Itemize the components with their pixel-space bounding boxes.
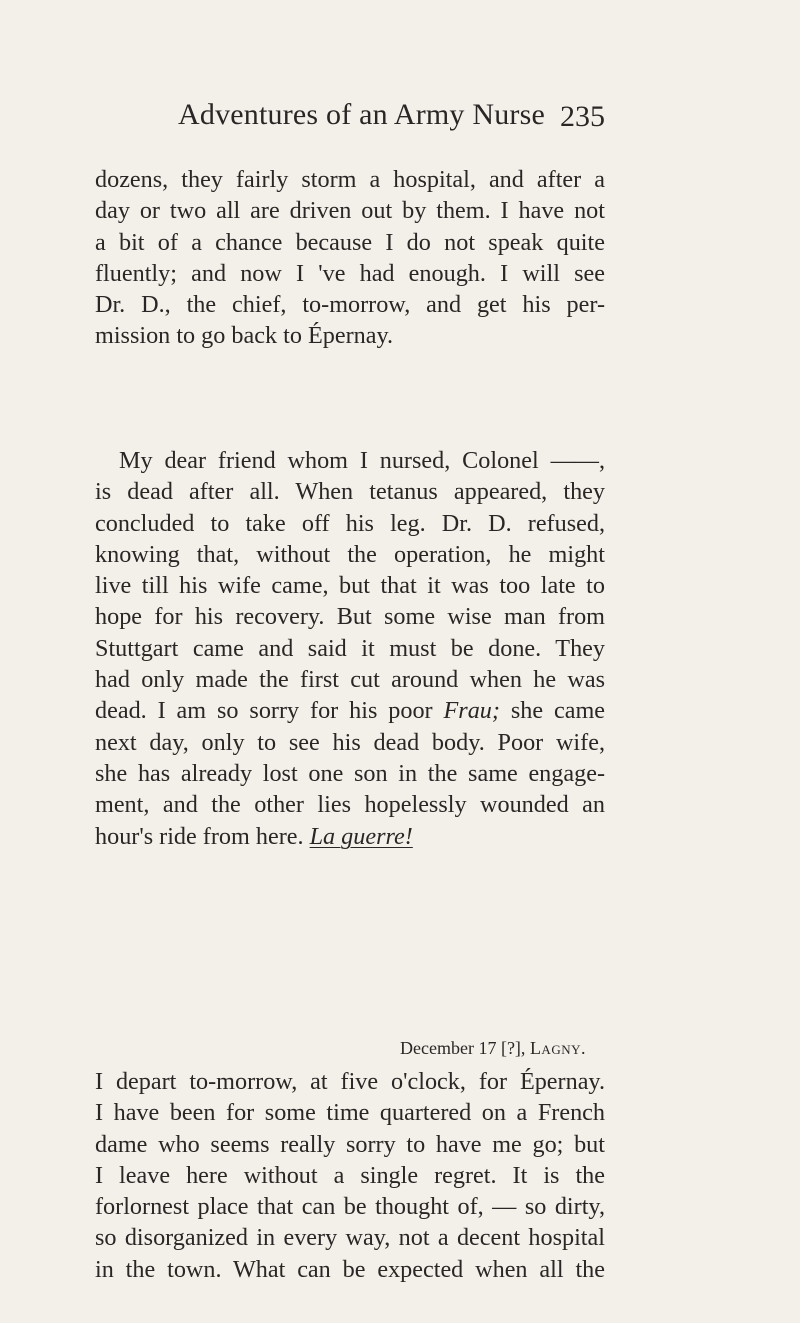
text-line: in the town. What can be expected when all the (95, 1255, 605, 1283)
paragraph-2 (95, 445, 605, 852)
text-line: dame who seems really sorry to have me go; but (95, 1130, 605, 1158)
text-line: Stuttgart came and said it must be done. They (95, 634, 605, 662)
text-line: mission to go back to Épernay. (95, 322, 394, 350)
paragraph-1 (95, 164, 605, 352)
text-line: she has already lost one son in the same engage- (95, 759, 605, 787)
text-line-closing (95, 821, 605, 852)
text-line: next day, only to see his dead body. Poor wife, (95, 728, 605, 756)
text-line: I depart to-morrow, at five o'clock, for Épernay. (95, 1068, 605, 1095)
text-line-with-italic (95, 695, 605, 726)
text-line: My dear friend whom I nursed, Colonel ——, (119, 447, 605, 474)
text-line: Dr. D., the chief, to-morrow, and get his per- (95, 291, 605, 319)
text-segment: hour's ride from here. (95, 822, 304, 850)
text-line: so disorganized in every way, not a decent hospital (95, 1224, 605, 1252)
text-line: I leave here without a single regret. It is the (95, 1161, 605, 1189)
diary-entry (95, 1066, 605, 1285)
entry-date: December 17 [?], (400, 1038, 526, 1058)
text-line: knowing that, without the operation, he might (95, 540, 605, 568)
text-line: day or two all are driven out by them. I have not (95, 197, 605, 225)
text-line: dozens, they fairly storm a hospital, and after a (95, 166, 605, 193)
text-segment: dead. I am so sorry for his poor (95, 697, 433, 725)
running-head: Adventures of an Army Nurse (178, 98, 545, 131)
text-line: I have been for some time quartered on a French (95, 1099, 605, 1127)
text-line: had only made the first cut around when he was (95, 666, 605, 694)
italic-word: Frau; (443, 697, 500, 725)
page-number: 235 (560, 100, 605, 133)
text-line: a bit of a chance because I do not speak quite (95, 228, 605, 256)
text-line: ment, and the other lies hopelessly wounded an (95, 791, 605, 819)
entry-place: Lagny. (529, 1038, 586, 1058)
italic-exclamation: La guerre! (309, 822, 413, 850)
text-line: live till his wife came, but that it was too late to (95, 572, 605, 600)
text-segment: she came (510, 697, 606, 725)
text-line: forlornest place that can be thought of, — so dirty, (95, 1193, 605, 1221)
text-line: hope for his recovery. But some wise man from (95, 603, 605, 631)
diary-dateline (400, 1038, 800, 1059)
text-line: fluently; and now I 've had enough. I will see (95, 259, 605, 287)
text-line: concluded to take off his leg. Dr. D. refused, (95, 509, 605, 537)
text-line: is dead after all. When tetanus appeared, they (95, 478, 605, 506)
